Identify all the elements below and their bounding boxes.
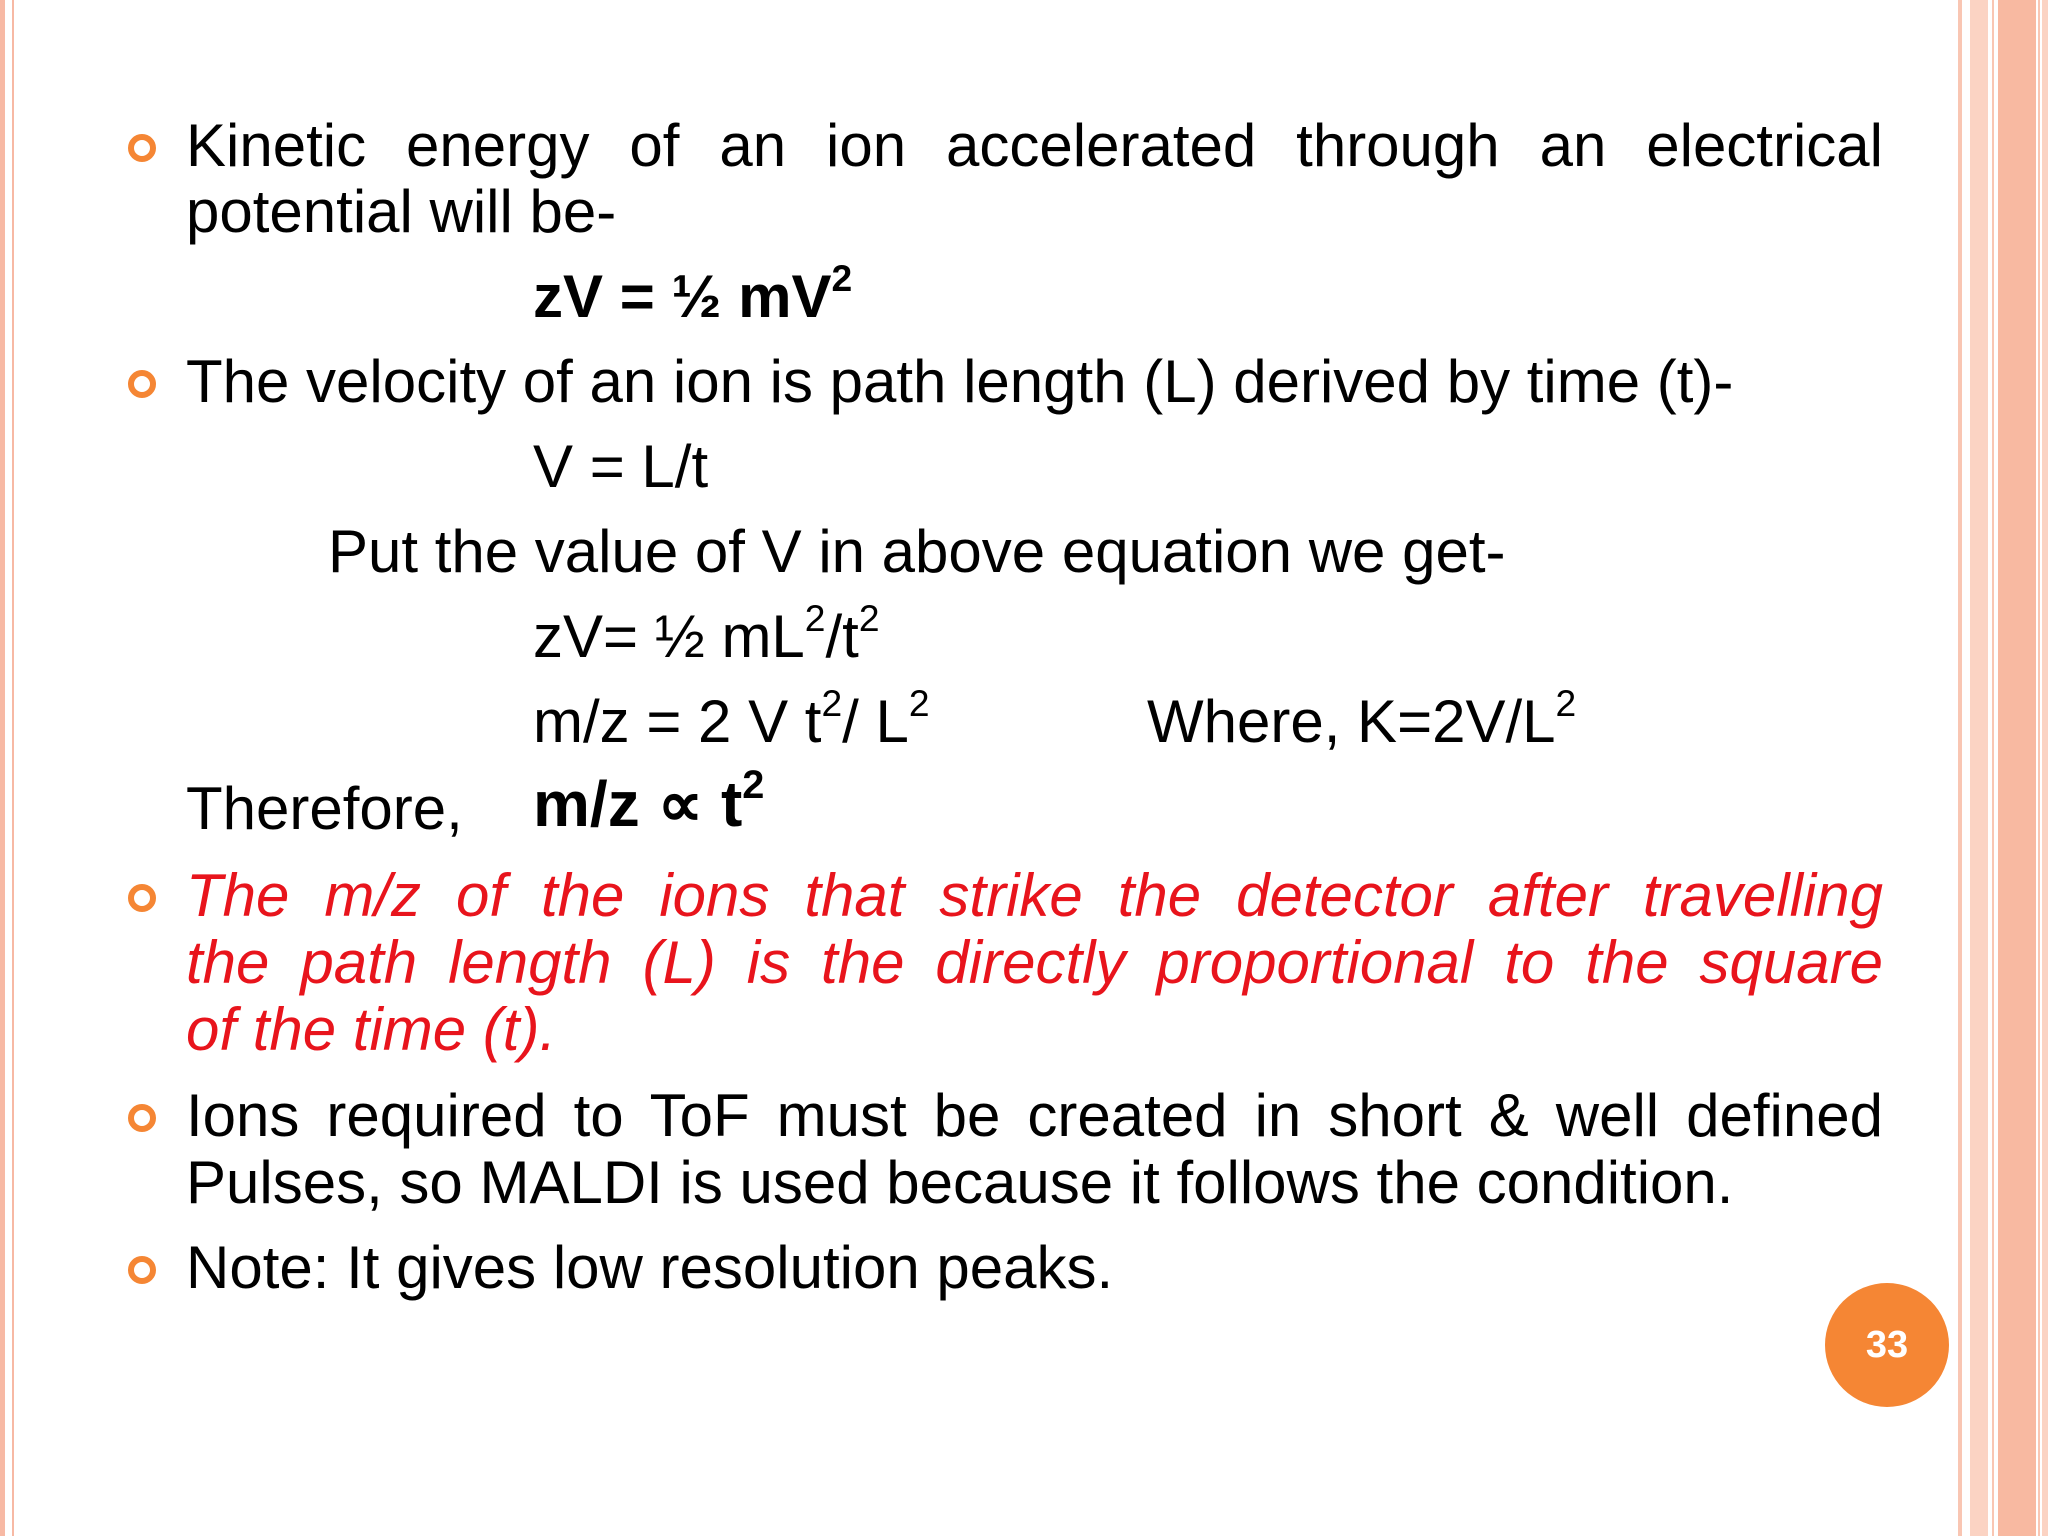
left-border-line: [12, 0, 14, 1536]
equation-velocity: V = L/t: [533, 433, 709, 500]
bullet-circle-icon: [128, 1256, 156, 1284]
equation-substituted: zV= ½ $mL^2/t^2$: [533, 596, 880, 670]
equation-kinetic-energy: zV = ½ $mV^2$: [533, 256, 853, 330]
bullet-circle-icon: [128, 370, 156, 398]
bullet-circle-icon: [128, 134, 156, 162]
where-constant: Where, $K=2V/L^2$: [1147, 681, 1577, 755]
left-border-stripe: [0, 0, 5, 1536]
bullet1-line2: potential will be-: [186, 178, 617, 245]
put-value-text: Put the value of V in above equation we get-: [328, 518, 1506, 585]
right-border-decoration: [1958, 0, 2048, 1536]
bullet3-line1: The m/z of the ions that strike the detector after travelling: [186, 862, 1883, 929]
bullet2-text: The velocity of an ion is path length (L) derived by time (t)-: [186, 348, 1734, 415]
bullet3-line2: the path length (L) is the directly proportional to the square: [186, 929, 1883, 996]
equation-mass-to-charge: m/z = 2 V $t^2/$ $L^2$: [533, 681, 930, 755]
bullet4-line1: Ions required to ToF must be created in short & well defined: [186, 1082, 1883, 1149]
page-number-badge: 33: [1825, 1283, 1949, 1407]
therefore-label: Therefore,: [186, 775, 463, 842]
bullet3-line3: of the time (t).: [186, 996, 557, 1063]
bullet1-line1: Kinetic energy of an ion accelerated through an electrical: [186, 112, 1883, 179]
bullet5-text: Note: It gives low resolution peaks.: [186, 1234, 1114, 1301]
bullet-circle-icon: [128, 1104, 156, 1132]
therefore-equation: $m/z \propto t^2$: [533, 763, 765, 840]
bullet4-line2: Pulses, so MALDI is used because it follows the condition.: [186, 1149, 1734, 1216]
bullet-circle-icon: [128, 884, 156, 912]
